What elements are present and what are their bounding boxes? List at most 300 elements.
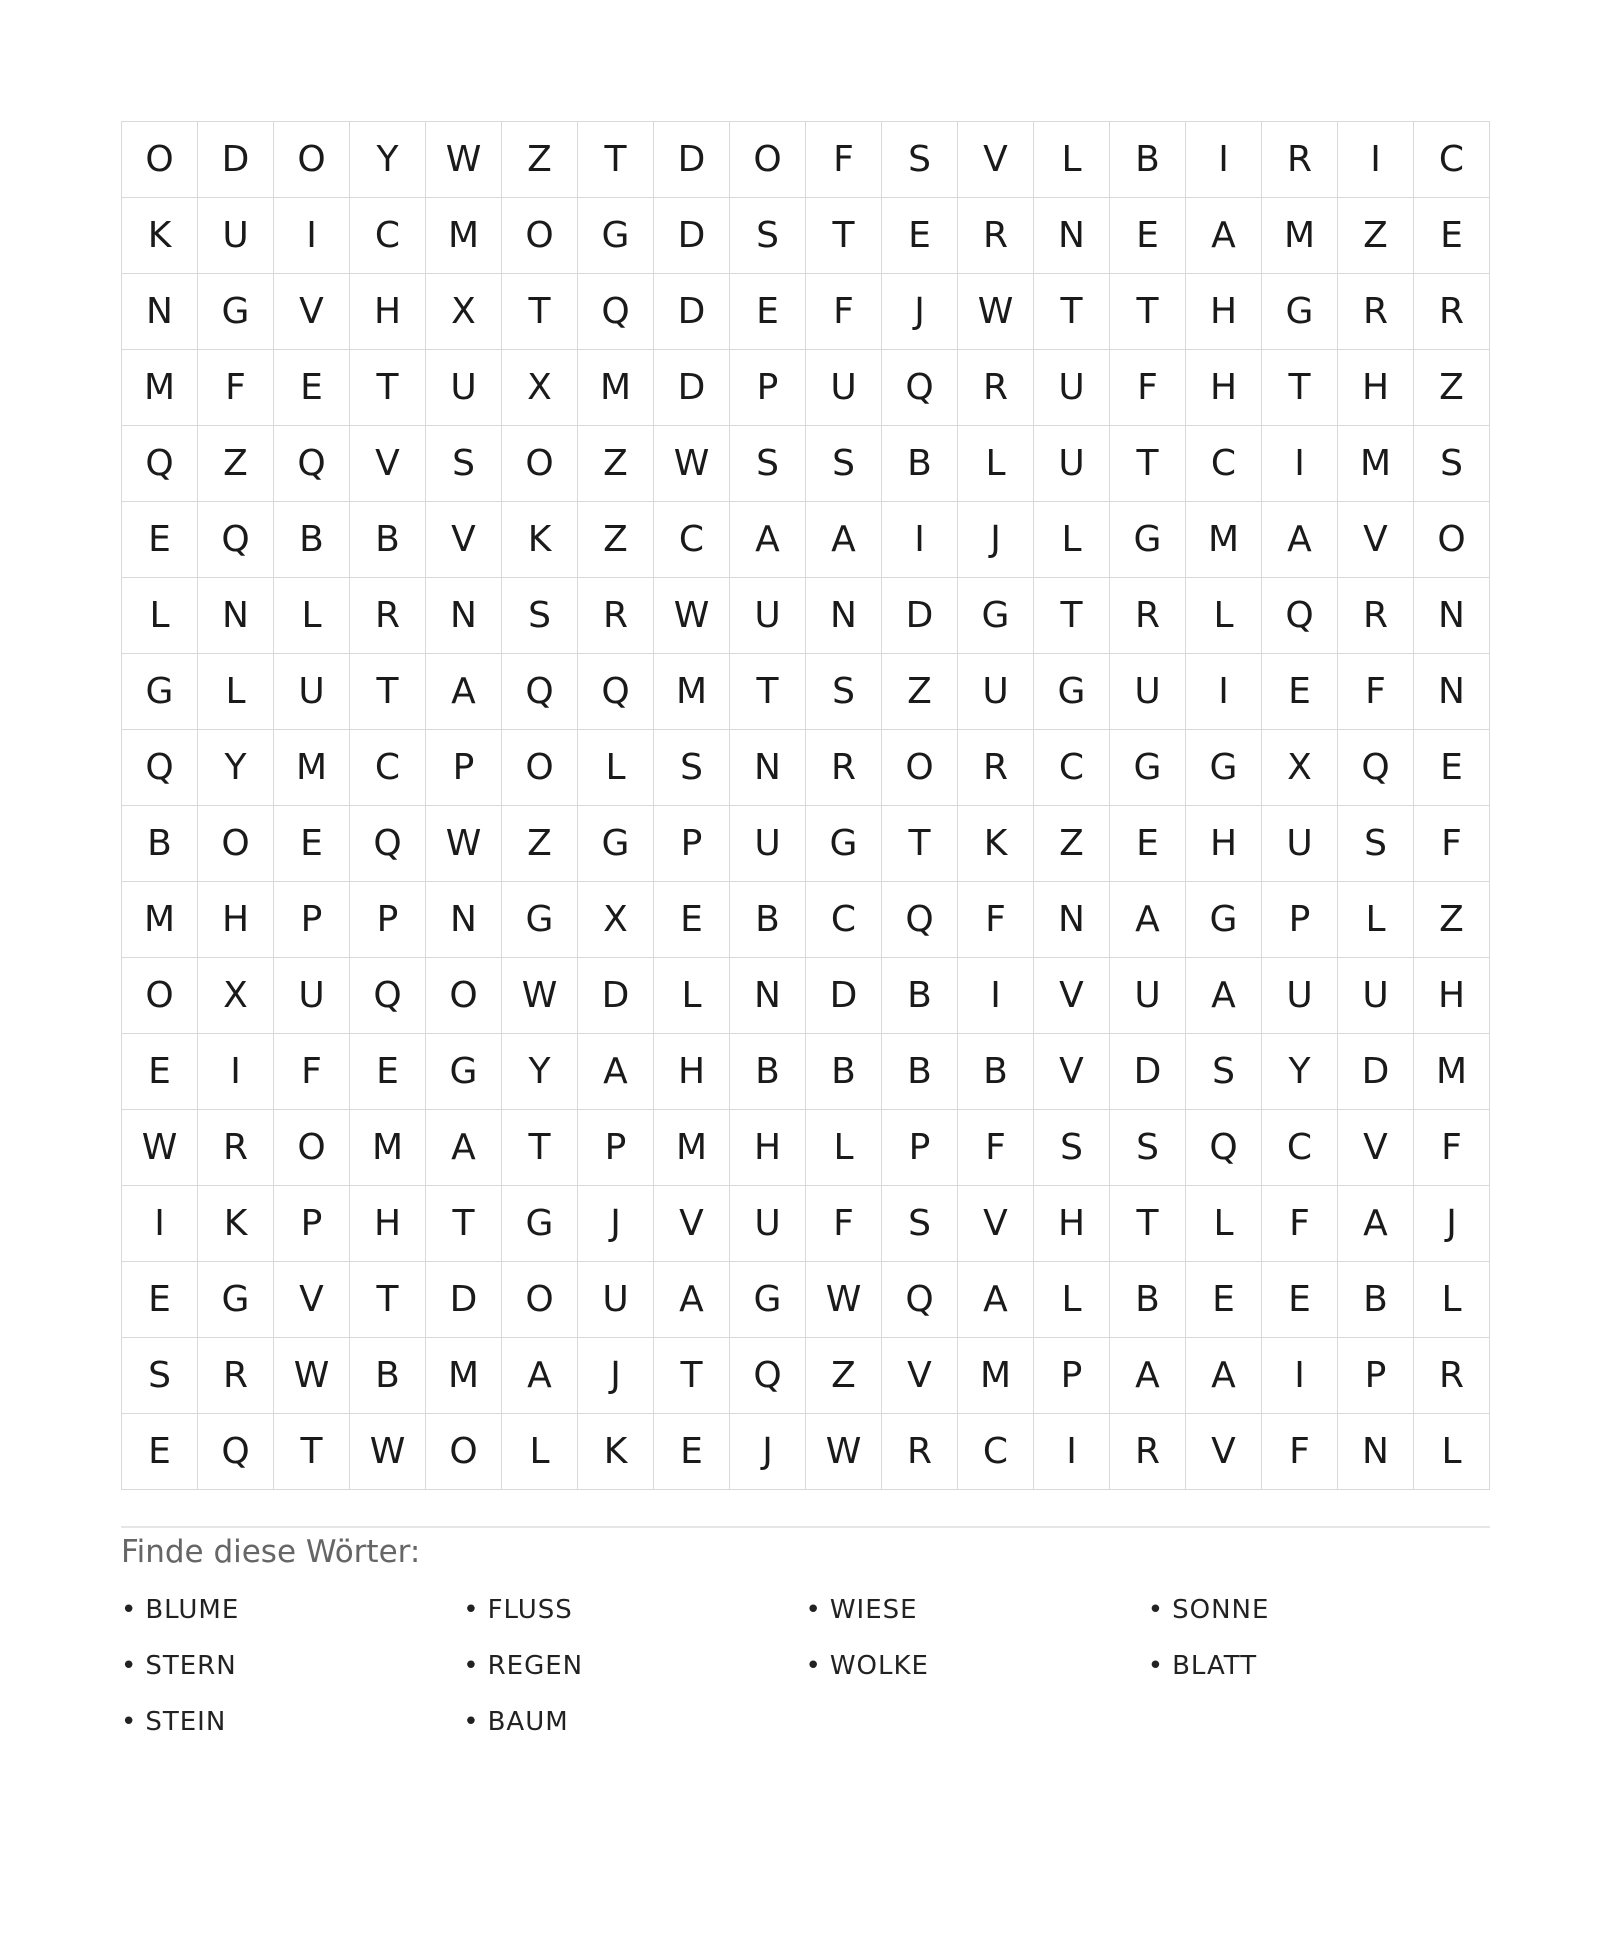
grid-cell[interactable]: F [806,274,882,350]
grid-cell[interactable]: L [1338,882,1414,958]
grid-cell[interactable]: Z [578,502,654,578]
grid-cell[interactable]: B [882,958,958,1034]
grid-cell[interactable]: T [1110,426,1186,502]
grid-cell[interactable]: O [122,122,198,198]
grid-cell[interactable]: U [274,958,350,1034]
grid-cell[interactable]: A [578,1034,654,1110]
grid-cell[interactable]: H [1186,806,1262,882]
grid-cell[interactable]: U [1262,958,1338,1034]
grid-cell[interactable]: H [350,1186,426,1262]
grid-cell[interactable]: J [578,1338,654,1414]
grid-cell[interactable]: Z [198,426,274,502]
grid-cell[interactable]: R [1338,274,1414,350]
grid-cell[interactable]: S [1034,1110,1110,1186]
grid-cell[interactable]: G [958,578,1034,654]
grid-cell[interactable]: P [1262,882,1338,958]
grid-cell[interactable]: Z [1414,350,1490,426]
grid-cell[interactable]: K [578,1414,654,1490]
grid-cell[interactable]: G [806,806,882,882]
grid-cell[interactable]: I [198,1034,274,1110]
grid-cell[interactable]: H [1414,958,1490,1034]
grid-cell[interactable]: X [198,958,274,1034]
grid-cell[interactable]: E [122,502,198,578]
grid-cell[interactable]: H [654,1034,730,1110]
grid-cell[interactable]: Q [882,882,958,958]
grid-cell[interactable]: D [578,958,654,1034]
grid-cell[interactable]: M [350,1110,426,1186]
grid-cell[interactable]: Z [502,122,578,198]
grid-cell[interactable]: B [1110,122,1186,198]
grid-cell[interactable]: C [1034,730,1110,806]
grid-cell[interactable]: E [1186,1262,1262,1338]
grid-cell[interactable]: H [1186,274,1262,350]
grid-cell[interactable]: Q [350,958,426,1034]
grid-cell[interactable]: T [350,350,426,426]
grid-cell[interactable]: B [882,426,958,502]
grid-cell[interactable]: A [502,1338,578,1414]
grid-cell[interactable]: Q [198,502,274,578]
grid-cell[interactable]: W [426,122,502,198]
grid-cell[interactable]: U [806,350,882,426]
grid-cell[interactable]: T [730,654,806,730]
grid-cell[interactable]: G [1110,502,1186,578]
grid-cell[interactable]: S [882,122,958,198]
grid-cell[interactable]: R [1110,1414,1186,1490]
grid-cell[interactable]: W [958,274,1034,350]
grid-cell[interactable]: C [1186,426,1262,502]
grid-cell[interactable]: Q [502,654,578,730]
grid-cell[interactable]: J [578,1186,654,1262]
grid-cell[interactable]: A [1338,1186,1414,1262]
grid-cell[interactable]: F [1414,1110,1490,1186]
grid-cell[interactable]: D [654,274,730,350]
grid-cell[interactable]: V [350,426,426,502]
grid-cell[interactable]: G [1186,882,1262,958]
grid-cell[interactable]: O [502,198,578,274]
grid-cell[interactable]: N [730,730,806,806]
grid-cell[interactable]: P [730,350,806,426]
grid-cell[interactable]: N [426,578,502,654]
grid-cell[interactable]: E [1110,198,1186,274]
grid-cell[interactable]: O [426,1414,502,1490]
grid-cell[interactable]: I [274,198,350,274]
grid-cell[interactable]: Q [578,274,654,350]
grid-cell[interactable]: R [1414,274,1490,350]
grid-cell[interactable]: V [958,1186,1034,1262]
grid-cell[interactable]: T [806,198,882,274]
grid-cell[interactable]: A [958,1262,1034,1338]
grid-cell[interactable]: V [274,274,350,350]
grid-cell[interactable]: K [122,198,198,274]
grid-cell[interactable]: H [1034,1186,1110,1262]
grid-cell[interactable]: D [426,1262,502,1338]
grid-cell[interactable]: V [1034,958,1110,1034]
grid-cell[interactable]: M [958,1338,1034,1414]
grid-cell[interactable]: I [958,958,1034,1034]
grid-cell[interactable]: L [958,426,1034,502]
grid-cell[interactable]: G [1110,730,1186,806]
grid-cell[interactable]: L [502,1414,578,1490]
grid-cell[interactable]: W [122,1110,198,1186]
grid-cell[interactable]: C [1414,122,1490,198]
grid-cell[interactable]: F [1262,1186,1338,1262]
grid-cell[interactable]: F [1262,1414,1338,1490]
grid-cell[interactable]: S [502,578,578,654]
grid-cell[interactable]: R [198,1110,274,1186]
grid-cell[interactable]: G [578,806,654,882]
grid-cell[interactable]: T [654,1338,730,1414]
grid-cell[interactable]: R [1110,578,1186,654]
grid-cell[interactable]: T [350,654,426,730]
grid-cell[interactable]: K [502,502,578,578]
grid-cell[interactable]: U [958,654,1034,730]
grid-cell[interactable]: R [958,350,1034,426]
grid-cell[interactable]: G [198,1262,274,1338]
grid-cell[interactable]: P [882,1110,958,1186]
grid-cell[interactable]: C [654,502,730,578]
grid-cell[interactable]: B [274,502,350,578]
grid-cell[interactable]: E [122,1414,198,1490]
grid-cell[interactable]: B [1338,1262,1414,1338]
grid-cell[interactable]: L [1034,502,1110,578]
grid-cell[interactable]: G [578,198,654,274]
grid-cell[interactable]: A [1186,958,1262,1034]
grid-cell[interactable]: Y [502,1034,578,1110]
grid-cell[interactable]: J [730,1414,806,1490]
grid-cell[interactable]: I [1262,1338,1338,1414]
grid-cell[interactable]: T [1034,578,1110,654]
grid-cell[interactable]: I [882,502,958,578]
grid-cell[interactable]: S [426,426,502,502]
grid-cell[interactable]: Y [350,122,426,198]
grid-cell[interactable]: X [578,882,654,958]
grid-cell[interactable]: E [274,350,350,426]
grid-cell[interactable]: B [730,1034,806,1110]
grid-cell[interactable]: M [578,350,654,426]
grid-cell[interactable]: E [730,274,806,350]
grid-cell[interactable]: X [1262,730,1338,806]
grid-cell[interactable]: W [806,1414,882,1490]
grid-cell[interactable]: B [730,882,806,958]
grid-cell[interactable]: L [122,578,198,654]
grid-cell[interactable]: Y [1262,1034,1338,1110]
grid-cell[interactable]: M [1262,198,1338,274]
grid-cell[interactable]: N [1414,654,1490,730]
grid-cell[interactable]: Q [730,1338,806,1414]
grid-cell[interactable]: F [958,1110,1034,1186]
grid-cell[interactable]: B [350,1338,426,1414]
grid-cell[interactable]: T [502,274,578,350]
grid-cell[interactable]: B [350,502,426,578]
grid-cell[interactable]: L [654,958,730,1034]
grid-cell[interactable]: A [1186,1338,1262,1414]
grid-cell[interactable]: B [1110,1262,1186,1338]
grid-cell[interactable]: Z [1034,806,1110,882]
grid-cell[interactable]: Z [806,1338,882,1414]
grid-cell[interactable]: E [882,198,958,274]
grid-cell[interactable]: T [426,1186,502,1262]
grid-cell[interactable]: Q [578,654,654,730]
grid-cell[interactable]: R [578,578,654,654]
grid-cell[interactable]: D [654,350,730,426]
grid-cell[interactable]: V [654,1186,730,1262]
grid-cell[interactable]: V [274,1262,350,1338]
grid-cell[interactable]: G [1262,274,1338,350]
grid-cell[interactable]: L [1186,1186,1262,1262]
grid-cell[interactable]: H [350,274,426,350]
grid-cell[interactable]: W [806,1262,882,1338]
grid-cell[interactable]: V [958,122,1034,198]
grid-cell[interactable]: M [426,198,502,274]
grid-cell[interactable]: T [274,1414,350,1490]
grid-cell[interactable]: B [806,1034,882,1110]
grid-cell[interactable]: E [1262,1262,1338,1338]
grid-cell[interactable]: H [198,882,274,958]
grid-cell[interactable]: U [1034,426,1110,502]
grid-cell[interactable]: E [1262,654,1338,730]
grid-cell[interactable]: O [1414,502,1490,578]
grid-cell[interactable]: R [198,1338,274,1414]
grid-cell[interactable]: A [1186,198,1262,274]
grid-cell[interactable]: M [654,1110,730,1186]
grid-cell[interactable]: S [1110,1110,1186,1186]
grid-cell[interactable]: H [1338,350,1414,426]
grid-cell[interactable]: M [274,730,350,806]
grid-cell[interactable]: T [1110,1186,1186,1262]
grid-cell[interactable]: S [122,1338,198,1414]
grid-cell[interactable]: S [730,198,806,274]
grid-cell[interactable]: E [350,1034,426,1110]
grid-cell[interactable]: E [1110,806,1186,882]
grid-cell[interactable]: R [806,730,882,806]
grid-cell[interactable]: G [730,1262,806,1338]
grid-cell[interactable]: I [122,1186,198,1262]
grid-cell[interactable]: M [1338,426,1414,502]
grid-cell[interactable]: Q [882,1262,958,1338]
grid-cell[interactable]: O [730,122,806,198]
grid-cell[interactable]: L [806,1110,882,1186]
grid-cell[interactable]: Q [350,806,426,882]
grid-cell[interactable]: M [122,882,198,958]
grid-cell[interactable]: E [654,1414,730,1490]
grid-cell[interactable]: U [730,1186,806,1262]
grid-cell[interactable]: R [1262,122,1338,198]
grid-cell[interactable]: U [730,578,806,654]
grid-cell[interactable]: Q [1186,1110,1262,1186]
grid-cell[interactable]: W [426,806,502,882]
grid-cell[interactable]: D [1110,1034,1186,1110]
grid-cell[interactable]: Q [198,1414,274,1490]
grid-cell[interactable]: J [882,274,958,350]
grid-cell[interactable]: D [654,122,730,198]
grid-cell[interactable]: N [1034,198,1110,274]
grid-cell[interactable]: F [1338,654,1414,730]
grid-cell[interactable]: B [122,806,198,882]
grid-cell[interactable]: G [1034,654,1110,730]
grid-cell[interactable]: O [274,122,350,198]
grid-cell[interactable]: J [1414,1186,1490,1262]
grid-cell[interactable]: L [578,730,654,806]
grid-cell[interactable]: N [122,274,198,350]
grid-cell[interactable]: P [578,1110,654,1186]
grid-cell[interactable]: T [1262,350,1338,426]
grid-cell[interactable]: O [274,1110,350,1186]
grid-cell[interactable]: C [350,730,426,806]
grid-cell[interactable]: M [426,1338,502,1414]
grid-cell[interactable]: P [654,806,730,882]
grid-cell[interactable]: H [1186,350,1262,426]
grid-cell[interactable]: O [502,730,578,806]
grid-cell[interactable]: A [1110,1338,1186,1414]
grid-cell[interactable]: S [882,1186,958,1262]
grid-cell[interactable]: N [1034,882,1110,958]
grid-cell[interactable]: F [198,350,274,426]
grid-cell[interactable]: U [578,1262,654,1338]
grid-cell[interactable]: T [502,1110,578,1186]
grid-cell[interactable]: Q [122,730,198,806]
grid-cell[interactable]: Z [1414,882,1490,958]
grid-cell[interactable]: B [882,1034,958,1110]
grid-cell[interactable]: Z [882,654,958,730]
grid-cell[interactable]: I [1186,122,1262,198]
grid-cell[interactable]: F [1414,806,1490,882]
grid-cell[interactable]: U [1338,958,1414,1034]
grid-cell[interactable]: U [1110,958,1186,1034]
grid-cell[interactable]: L [1186,578,1262,654]
grid-cell[interactable]: S [1186,1034,1262,1110]
grid-cell[interactable]: L [274,578,350,654]
grid-cell[interactable]: F [1110,350,1186,426]
grid-cell[interactable]: L [1414,1414,1490,1490]
grid-cell[interactable]: N [730,958,806,1034]
grid-cell[interactable]: N [1338,1414,1414,1490]
grid-cell[interactable]: Q [882,350,958,426]
grid-cell[interactable]: X [426,274,502,350]
grid-cell[interactable]: W [274,1338,350,1414]
grid-cell[interactable]: Q [1338,730,1414,806]
grid-cell[interactable]: W [654,426,730,502]
grid-cell[interactable]: A [1262,502,1338,578]
grid-cell[interactable]: E [1414,198,1490,274]
grid-cell[interactable]: R [958,730,1034,806]
grid-cell[interactable]: D [1338,1034,1414,1110]
grid-cell[interactable]: E [122,1034,198,1110]
grid-cell[interactable]: N [806,578,882,654]
grid-cell[interactable]: J [958,502,1034,578]
grid-cell[interactable]: U [1262,806,1338,882]
grid-cell[interactable]: D [882,578,958,654]
grid-cell[interactable]: U [1110,654,1186,730]
grid-cell[interactable]: G [1186,730,1262,806]
grid-cell[interactable]: W [502,958,578,1034]
grid-cell[interactable]: E [274,806,350,882]
grid-cell[interactable]: V [1034,1034,1110,1110]
grid-cell[interactable]: C [1262,1110,1338,1186]
grid-cell[interactable]: S [806,654,882,730]
grid-cell[interactable]: A [426,654,502,730]
grid-cell[interactable]: S [806,426,882,502]
grid-cell[interactable]: V [882,1338,958,1414]
grid-cell[interactable]: M [654,654,730,730]
grid-cell[interactable]: M [1414,1034,1490,1110]
grid-cell[interactable]: R [958,198,1034,274]
grid-cell[interactable]: G [198,274,274,350]
grid-cell[interactable]: L [1034,1262,1110,1338]
grid-cell[interactable]: V [1338,502,1414,578]
grid-cell[interactable]: S [1414,426,1490,502]
grid-cell[interactable]: P [350,882,426,958]
grid-cell[interactable]: K [958,806,1034,882]
grid-cell[interactable]: A [806,502,882,578]
grid-cell[interactable]: T [1034,274,1110,350]
grid-cell[interactable]: P [1338,1338,1414,1414]
grid-cell[interactable]: I [1186,654,1262,730]
grid-cell[interactable]: G [502,1186,578,1262]
grid-cell[interactable]: D [654,198,730,274]
grid-cell[interactable]: U [274,654,350,730]
grid-cell[interactable]: O [198,806,274,882]
grid-cell[interactable]: Q [122,426,198,502]
grid-cell[interactable]: G [122,654,198,730]
grid-cell[interactable]: S [654,730,730,806]
grid-cell[interactable]: H [730,1110,806,1186]
grid-cell[interactable]: A [426,1110,502,1186]
grid-cell[interactable]: O [426,958,502,1034]
grid-cell[interactable]: I [1262,426,1338,502]
grid-cell[interactable]: L [198,654,274,730]
grid-cell[interactable]: N [1414,578,1490,654]
grid-cell[interactable]: T [882,806,958,882]
grid-cell[interactable]: V [1186,1414,1262,1490]
grid-cell[interactable]: Q [274,426,350,502]
grid-cell[interactable]: F [274,1034,350,1110]
grid-cell[interactable]: P [426,730,502,806]
grid-cell[interactable]: L [1414,1262,1490,1338]
grid-cell[interactable]: O [882,730,958,806]
grid-cell[interactable]: P [274,1186,350,1262]
grid-cell[interactable]: E [122,1262,198,1338]
grid-cell[interactable]: P [1034,1338,1110,1414]
grid-cell[interactable]: U [1034,350,1110,426]
grid-cell[interactable]: V [426,502,502,578]
grid-cell[interactable]: S [1338,806,1414,882]
grid-cell[interactable]: R [1338,578,1414,654]
grid-cell[interactable]: R [882,1414,958,1490]
grid-cell[interactable]: Z [502,806,578,882]
grid-cell[interactable]: V [1338,1110,1414,1186]
grid-cell[interactable]: I [1338,122,1414,198]
grid-cell[interactable]: Z [578,426,654,502]
grid-cell[interactable]: D [198,122,274,198]
grid-cell[interactable]: X [502,350,578,426]
grid-cell[interactable]: M [122,350,198,426]
grid-cell[interactable]: Q [1262,578,1338,654]
grid-cell[interactable]: B [958,1034,1034,1110]
grid-cell[interactable]: E [1414,730,1490,806]
grid-cell[interactable]: P [274,882,350,958]
grid-cell[interactable]: C [958,1414,1034,1490]
grid-cell[interactable]: U [198,198,274,274]
grid-cell[interactable]: C [350,198,426,274]
grid-cell[interactable]: A [730,502,806,578]
grid-cell[interactable]: O [502,1262,578,1338]
grid-cell[interactable]: S [730,426,806,502]
grid-cell[interactable]: A [654,1262,730,1338]
grid-cell[interactable]: O [122,958,198,1034]
grid-cell[interactable]: U [426,350,502,426]
grid-cell[interactable]: G [426,1034,502,1110]
grid-cell[interactable]: W [654,578,730,654]
